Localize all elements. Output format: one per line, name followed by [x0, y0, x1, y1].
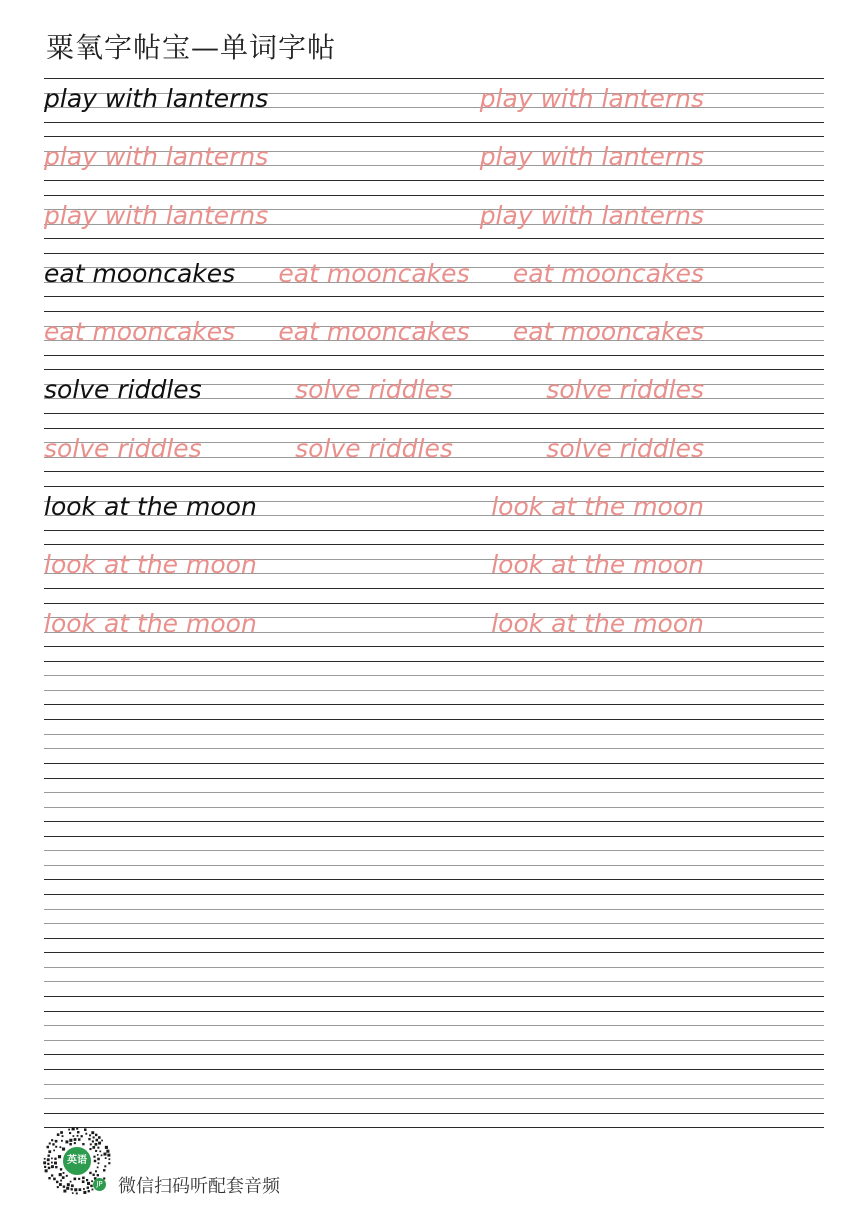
writing-guide-line — [44, 78, 824, 79]
practice-row — [44, 486, 824, 544]
writing-guide-line — [44, 1040, 824, 1041]
writing-guide-line — [44, 588, 824, 589]
writing-guide-line — [44, 981, 824, 982]
practice-sheet — [44, 78, 824, 1127]
qr-mini-badge: JP — [93, 1178, 106, 1191]
blank-practice-row — [44, 719, 824, 777]
trace-phrase: solve riddles — [44, 433, 202, 463]
writing-guide-line — [44, 996, 824, 997]
writing-guide-line — [44, 748, 824, 749]
writing-guide-line — [44, 296, 824, 297]
practice-row — [44, 136, 824, 194]
practice-row — [44, 78, 824, 136]
practice-row — [44, 369, 824, 427]
writing-guide-line — [44, 180, 824, 181]
writing-guide-line — [44, 1113, 824, 1114]
trace-phrase: eat mooncakes — [278, 258, 470, 288]
writing-guide-line — [44, 836, 824, 837]
writing-guide-line — [44, 355, 824, 356]
writing-guide-line — [44, 719, 824, 720]
trace-phrase: look at the moon — [491, 608, 704, 638]
writing-guide-line — [44, 1054, 824, 1055]
writing-guide-line — [44, 879, 824, 880]
practice-row — [44, 253, 824, 311]
trace-phrase: look at the moon — [491, 550, 704, 580]
writing-guide-line — [44, 909, 824, 910]
model-phrase: solve riddles — [44, 375, 202, 405]
trace-phrase: play with lanterns — [479, 142, 704, 172]
practice-row — [44, 428, 824, 486]
writing-guide-line — [44, 1084, 824, 1085]
model-phrase: look at the moon — [44, 492, 257, 522]
qr-badge: 英语 — [61, 1145, 93, 1177]
writing-guide-line — [44, 661, 824, 662]
writing-guide-line — [44, 646, 824, 647]
writing-guide-line — [44, 850, 824, 851]
writing-guide-line — [44, 894, 824, 895]
footer — [42, 1126, 442, 1198]
writing-guide-line — [44, 486, 824, 487]
writing-guide-line — [44, 690, 824, 691]
practice-row — [44, 195, 824, 253]
writing-guide-line — [44, 1098, 824, 1099]
writing-guide-line — [44, 675, 824, 676]
trace-phrase: play with lanterns — [44, 200, 269, 230]
trace-phrase: look at the moon — [44, 550, 257, 580]
blank-practice-row — [44, 661, 824, 719]
blank-practice-row — [44, 894, 824, 952]
writing-guide-line — [44, 311, 824, 312]
practice-row — [44, 544, 824, 602]
model-phrase: eat mooncakes — [44, 258, 236, 288]
writing-guide-line — [44, 967, 824, 968]
writing-guide-line — [44, 253, 824, 254]
writing-guide-line — [44, 238, 824, 239]
footer-caption: 微信扫码听配套音频 — [118, 1176, 280, 1197]
trace-phrase: play with lanterns — [44, 142, 269, 172]
writing-guide-line — [44, 952, 824, 953]
trace-phrase: solve riddles — [295, 433, 453, 463]
blank-practice-row — [44, 836, 824, 894]
blank-practice-row — [44, 778, 824, 836]
trace-phrase: look at the moon — [491, 492, 704, 522]
trace-phrase: eat mooncakes — [512, 317, 704, 347]
trace-phrase: play with lanterns — [479, 200, 704, 230]
writing-guide-line — [44, 821, 824, 822]
writing-guide-line — [44, 603, 824, 604]
trace-phrase: solve riddles — [546, 433, 704, 463]
writing-guide-line — [44, 369, 824, 370]
writing-guide-line — [44, 1025, 824, 1026]
writing-guide-line — [44, 923, 824, 924]
writing-guide-line — [44, 865, 824, 866]
writing-guide-line — [44, 136, 824, 137]
writing-guide-line — [44, 704, 824, 705]
trace-phrase: look at the moon — [44, 608, 257, 638]
practice-row — [44, 311, 824, 369]
writing-guide-line — [44, 471, 824, 472]
trace-phrase: solve riddles — [295, 375, 453, 405]
writing-guide-line — [44, 544, 824, 545]
writing-guide-line — [44, 195, 824, 196]
trace-phrase: eat mooncakes — [44, 317, 236, 347]
writing-guide-line — [44, 1011, 824, 1012]
trace-phrase: eat mooncakes — [278, 317, 470, 347]
page-title: 粟氧字帖宝—单词字帖 — [46, 31, 337, 64]
model-phrase: play with lanterns — [44, 84, 269, 113]
writing-guide-line — [44, 938, 824, 939]
blank-practice-row — [44, 1069, 824, 1127]
writing-guide-line — [44, 428, 824, 429]
writing-guide-line — [44, 778, 824, 779]
writing-guide-line — [44, 530, 824, 531]
blank-practice-row — [44, 952, 824, 1010]
blank-practice-row — [44, 1011, 824, 1069]
writing-guide-line — [44, 1069, 824, 1070]
practice-row — [44, 603, 824, 661]
trace-phrase: play with lanterns — [479, 84, 704, 113]
writing-guide-line — [44, 122, 824, 123]
trace-phrase: eat mooncakes — [512, 258, 704, 288]
writing-guide-line — [44, 792, 824, 793]
writing-guide-line — [44, 763, 824, 764]
trace-phrase: solve riddles — [546, 375, 704, 405]
writing-guide-line — [44, 807, 824, 808]
writing-guide-line — [44, 413, 824, 414]
writing-guide-line — [44, 734, 824, 735]
